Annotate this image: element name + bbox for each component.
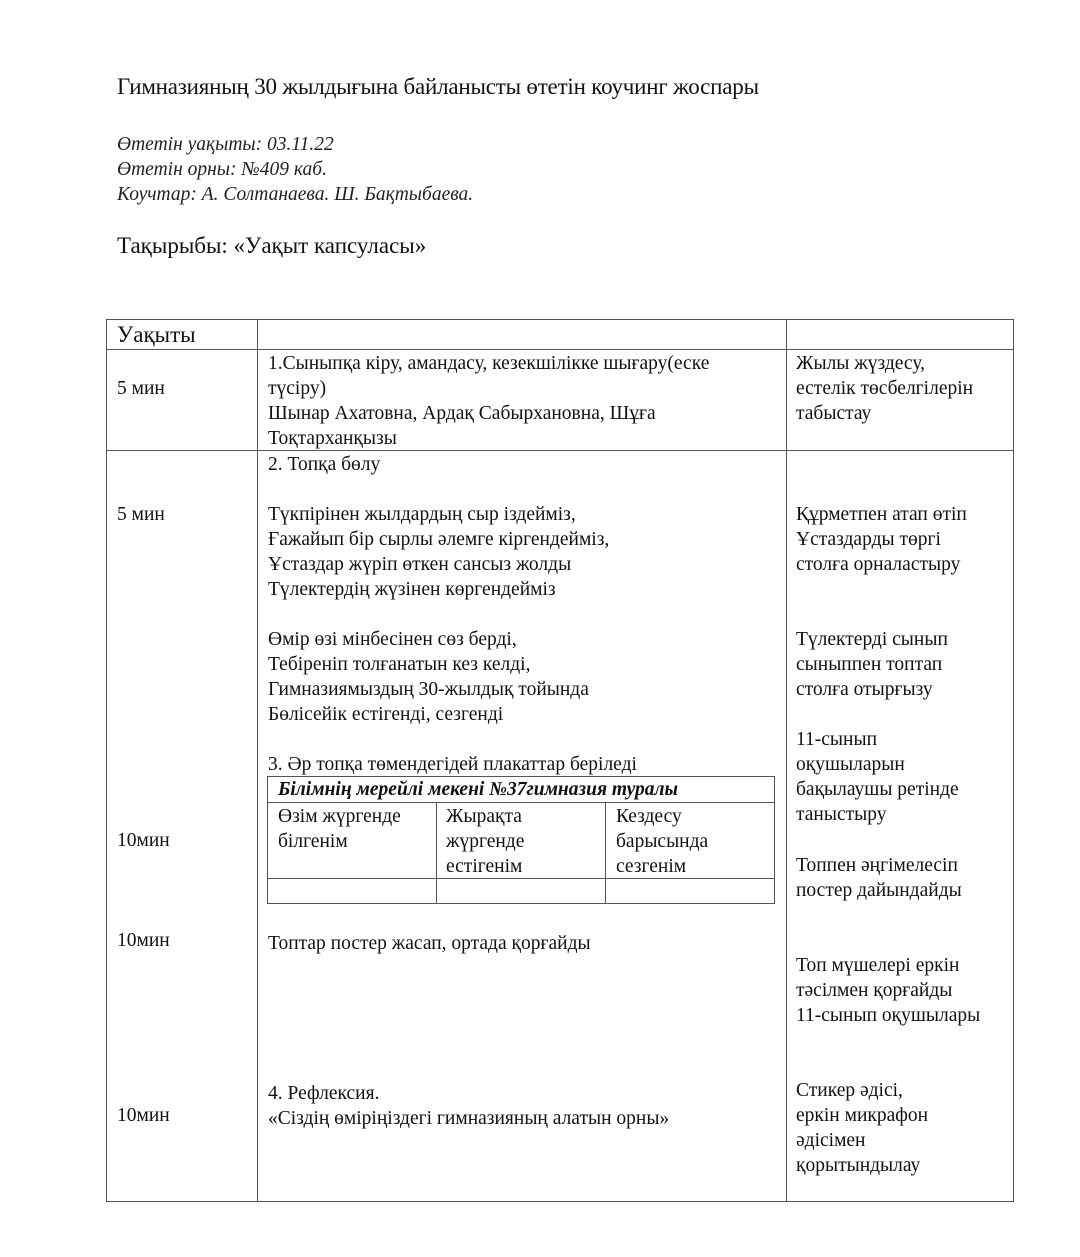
note-defense <box>796 953 980 1028</box>
inner-border-top <box>267 776 775 777</box>
inner-row-divider <box>267 802 775 803</box>
row2-time-1: 5 мин <box>117 504 165 525</box>
text-line: жүргенде <box>446 831 525 852</box>
note-observers <box>796 727 959 827</box>
text-line: Шынар Ахатовна, Ардақ Сабырхановна, Шұға <box>268 403 656 424</box>
text-line: естігенім <box>446 856 523 877</box>
text-line: Жылы жүздесу, <box>796 353 925 374</box>
step2-heading: 2. Топқа бөлу <box>268 454 381 475</box>
text-line: естелік төсбелгілерін <box>796 378 974 399</box>
text-line: Топ мүшелері еркін <box>796 955 960 976</box>
table-col-divider <box>257 319 258 1202</box>
text-line: тәсілмен қорғайды <box>796 980 953 1001</box>
inner-col1-header <box>278 804 401 854</box>
inner-border-left <box>267 776 268 904</box>
text-line: Гимназиямыздың 30-жылдық тойында <box>268 679 589 700</box>
row2-time-3: 10мин <box>117 930 170 951</box>
meta-coaches: Коучтар: А. Солтанаева. Ш. Бақтыбаева. <box>117 184 474 205</box>
text-line: қорытындылау <box>796 1155 921 1176</box>
text-line: Бөлісейік естігенді, сезгенді <box>268 704 504 725</box>
step4-quote: «Сіздің өміріңіздегі гимназияның алатын орны» <box>268 1108 670 1129</box>
text-line: білгенім <box>278 831 348 852</box>
table-border-right <box>1013 319 1014 1202</box>
inner-border-bottom <box>267 903 775 904</box>
text-line: түсіру) <box>268 378 327 399</box>
step3-heading: 3. Әр топқа төмендегідей плакаттар беріледі <box>268 754 637 775</box>
text-line: Кездесу <box>616 806 682 827</box>
text-line: табыстау <box>796 403 872 424</box>
inner-table-title: Білімнің мерейлі мекені №37гимназия туралы <box>278 779 678 800</box>
text-line: постер дайындайды <box>796 880 962 901</box>
topic-heading: Тақырыбы: «Уақыт капсуласы» <box>117 233 427 258</box>
table-col-divider <box>786 319 787 1202</box>
table-border-top <box>106 319 1014 320</box>
row2-time-4: 10мин <box>117 1105 170 1126</box>
row2-time-2: 10мин <box>117 830 170 851</box>
text-line: еркін микрафон <box>796 1105 929 1126</box>
meta-date: Өтетін уақыты: 03.11.22 <box>117 134 334 155</box>
row1-content <box>268 351 709 451</box>
text-line: Өзім жүргенде <box>278 806 401 827</box>
text-line: Түлектердің жүзінен көргендейміз <box>268 579 556 600</box>
text-line: сыныппен топтап <box>796 654 943 675</box>
text-line: 11-сынып <box>796 729 877 750</box>
note-poster-prep <box>796 853 962 903</box>
inner-col3-header <box>616 804 708 879</box>
text-line: Ұстаздарды төргі <box>796 529 941 550</box>
text-line: оқушыларын <box>796 754 905 775</box>
groups-text: Топтар постер жасап, ортада қорғайды <box>268 933 591 954</box>
meta-block <box>117 132 473 207</box>
inner-col2-header <box>446 804 524 879</box>
text-line: барысында <box>616 831 709 852</box>
text-line: Жырақта <box>446 806 522 827</box>
text-line: столға отырғызу <box>796 679 933 700</box>
text-line: бақылаушы ретінде <box>796 779 959 800</box>
note-reflection <box>796 1078 928 1178</box>
table-row-divider <box>106 349 1014 350</box>
step4-heading: 4. Рефлексия. <box>268 1083 380 1104</box>
row1-time: 5 мин <box>117 378 165 399</box>
text-line: Тебіреніп толғанатын кез келді, <box>268 654 531 675</box>
text-line: столға орналастыру <box>796 554 961 575</box>
text-line: әдісімен <box>796 1130 866 1151</box>
inner-col-divider <box>605 802 606 904</box>
text-line: Стикер әдісі, <box>796 1080 903 1101</box>
poem-stanza-2 <box>268 627 589 727</box>
text-line: Түкпірінен жылдардың сыр іздейміз, <box>268 504 576 525</box>
text-line: Топпен әңгімелесіп <box>796 855 958 876</box>
text-line: 1.Сыныпқа кіру, амандасу, кезекшілікке шығару(еске <box>268 353 710 374</box>
text-line: Ұстаздар жүріп өткен сансыз жолды <box>268 554 572 575</box>
text-line: Ғажайып бір сырлы әлемге кіргендейміз, <box>268 529 610 550</box>
header-time: Уақыты <box>117 322 196 347</box>
text-line: Құрметпен атап өтіп <box>796 504 967 525</box>
document-title: Гимназияның 30 жылдығына байланысты өтетін коучинг жоспары <box>117 74 759 99</box>
text-line: Тоқтарханқызы <box>268 428 397 449</box>
text-line: Өмір өзі мінбесінен сөз берді, <box>268 629 517 650</box>
note-honor-teachers <box>796 502 967 577</box>
poem-stanza-1 <box>268 502 609 602</box>
table-border-bottom <box>106 1201 1014 1202</box>
meta-place: Өтетін орны: №409 каб. <box>117 159 327 180</box>
inner-col-divider <box>436 802 437 904</box>
table-border-left <box>106 319 107 1202</box>
text-line: 11-сынып оқушылары <box>796 1005 981 1026</box>
text-line: Түлектерді сынып <box>796 629 948 650</box>
text-line: сезгенім <box>616 856 687 877</box>
row1-note <box>796 351 973 426</box>
inner-border-right <box>774 776 775 904</box>
text-line: таныстыру <box>796 804 887 825</box>
note-seat-graduates <box>796 627 948 702</box>
